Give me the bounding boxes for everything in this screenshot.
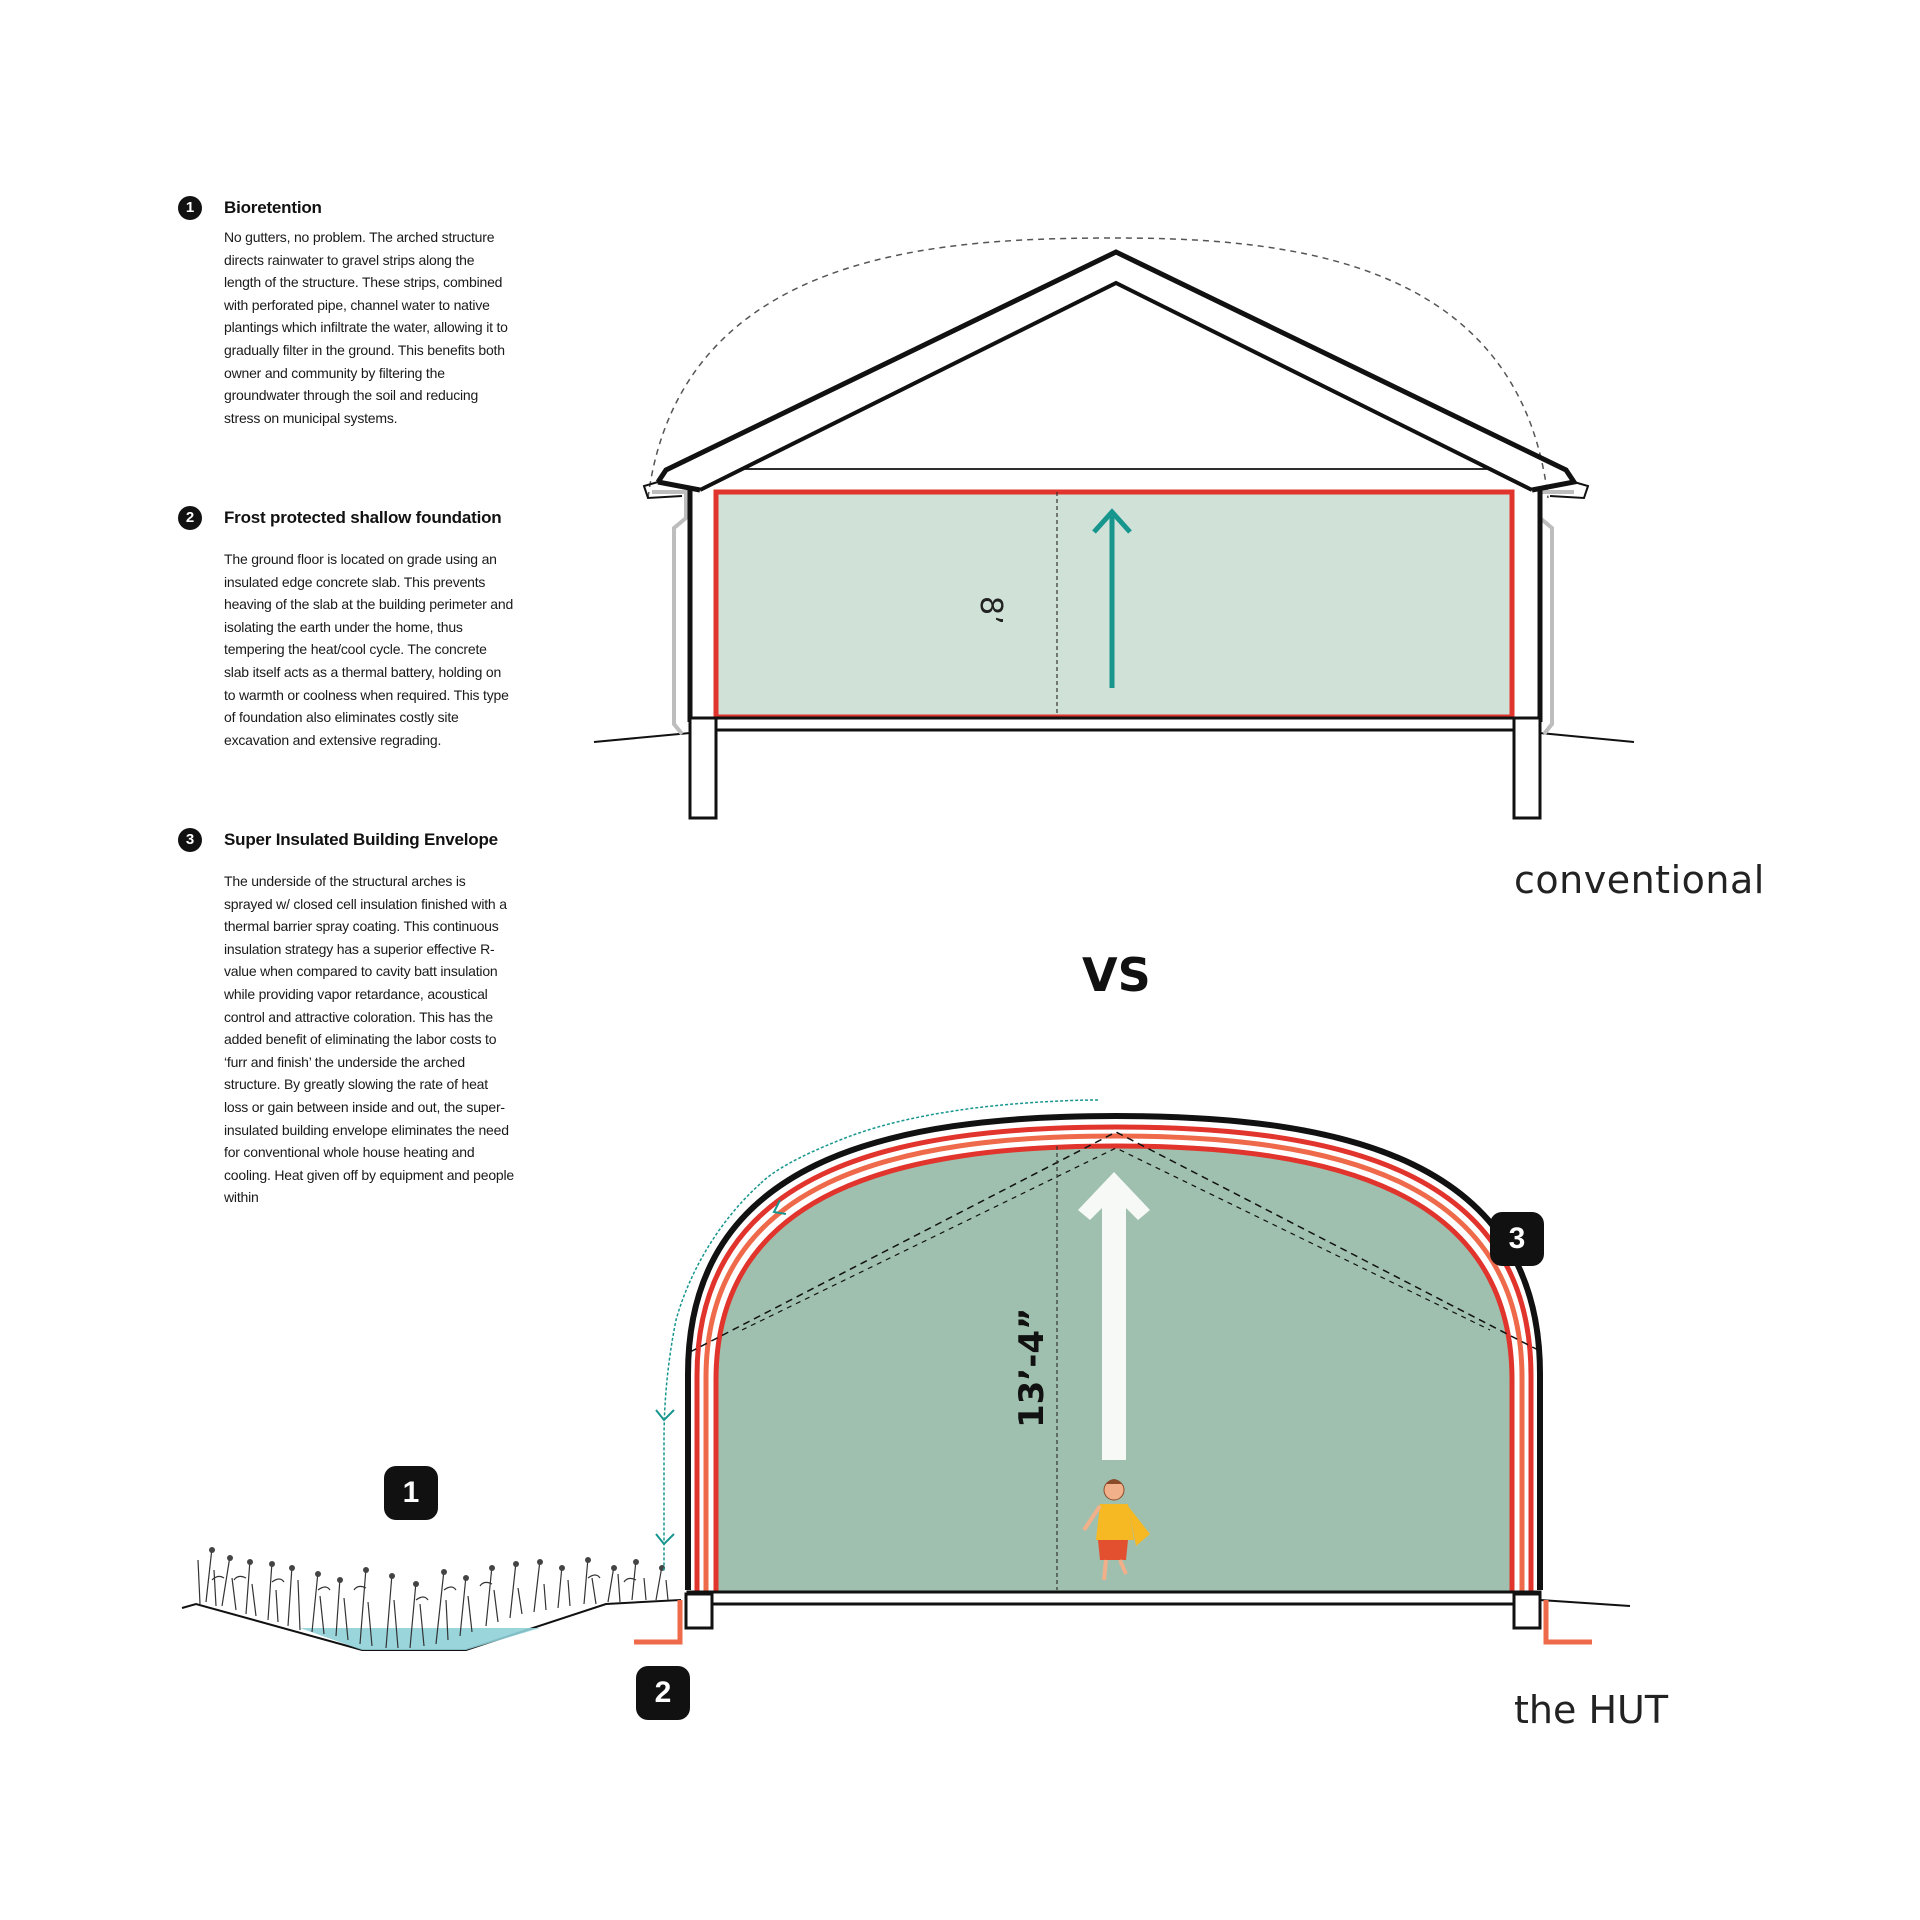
ground-line-right: [1540, 733, 1634, 742]
rain-chevron-3: [656, 1534, 674, 1544]
attic-truss: [742, 283, 1490, 469]
hut-section: [182, 1100, 1630, 1650]
hut-footing-left: [686, 1594, 712, 1628]
floor-slab: [690, 718, 1540, 730]
note-title: Super Insulated Building Envelope: [224, 830, 498, 849]
ground-line-right: [1540, 1600, 1630, 1606]
roof-inner: [700, 283, 1532, 490]
note-title: Bioretention: [224, 198, 322, 217]
note-body: No gutters, no problem. The arched structure directs rainwater to gravel strips along the length of the structure. These strips, combined with perforated pipe, channel water to native plantings which infiltrate the water, allowing it to gradually filter in the ground. This benefits both owner and community by filtering the groundwater through the soil and reducing stress on municipal systems.: [224, 229, 508, 426]
footing-left: [690, 718, 716, 818]
downspout-right: [1540, 492, 1574, 734]
downspout-left: [652, 492, 686, 734]
note-title: Frost protected shallow foundation: [224, 508, 502, 527]
frost-insulation-right: [1546, 1600, 1592, 1642]
plant-seedheads: [209, 1547, 665, 1587]
note-number-badge: 2: [178, 506, 202, 530]
hut-height-label: 13’-4”: [1012, 1307, 1052, 1428]
note-number-badge: 3: [178, 828, 202, 852]
hut-height-arrow-shaft: [1102, 1190, 1126, 1460]
marker-2-badge: 2: [636, 1666, 690, 1720]
hut-floor-slab: [688, 1592, 1540, 1604]
conventional-height-label: 8’: [973, 596, 1008, 625]
note-body: The underside of the structural arches is sprayed w/ closed cell insulation finished with a thermal barrier spray coating. This continuous insulation strategy has a superior effective R-value when compared to cavity batt insulation while providing vapor retardance, acoustical control and attractive coloration. This has the added benefit of eliminating the labor costs to ‘furr and finish’ the underside the arched structure. By greatly slowing the rate of heat loss or gain between inside and out, the super-insulated building envelope eliminates the need for conventional whole house heating and cooling. Heat given off by equipment and people within: [224, 873, 515, 1206]
hut-label: the HUT: [1514, 1688, 1669, 1732]
conventional-label: conventional: [1514, 858, 1765, 902]
conventional-section: [594, 238, 1634, 818]
vs-label: VS: [1082, 948, 1151, 1002]
ground-line-left: [594, 733, 690, 742]
hut-footing-right: [1514, 1594, 1540, 1628]
note-number-badge: 1: [178, 196, 202, 220]
marker-3-badge: 3: [1490, 1212, 1544, 1266]
footing-right: [1514, 718, 1540, 818]
ghost-arch-outline: [648, 238, 1548, 498]
note-body: The ground floor is located on grade using an insulated edge concrete slab. This prevents heaving of the slab at the building perimeter and isolating the earth under the home, thus tempering the heat/cool cycle. The concrete slab itself acts as a thermal battery, holding on to warmth or coolness when required. This type of foundation also eliminates costly site excavation and extensive regrading.: [224, 551, 514, 748]
eave-left: [658, 482, 700, 490]
frost-insulation-left: [634, 1600, 680, 1642]
marker-1-badge: 1: [384, 1466, 438, 1520]
roof-outer: [658, 252, 1574, 490]
